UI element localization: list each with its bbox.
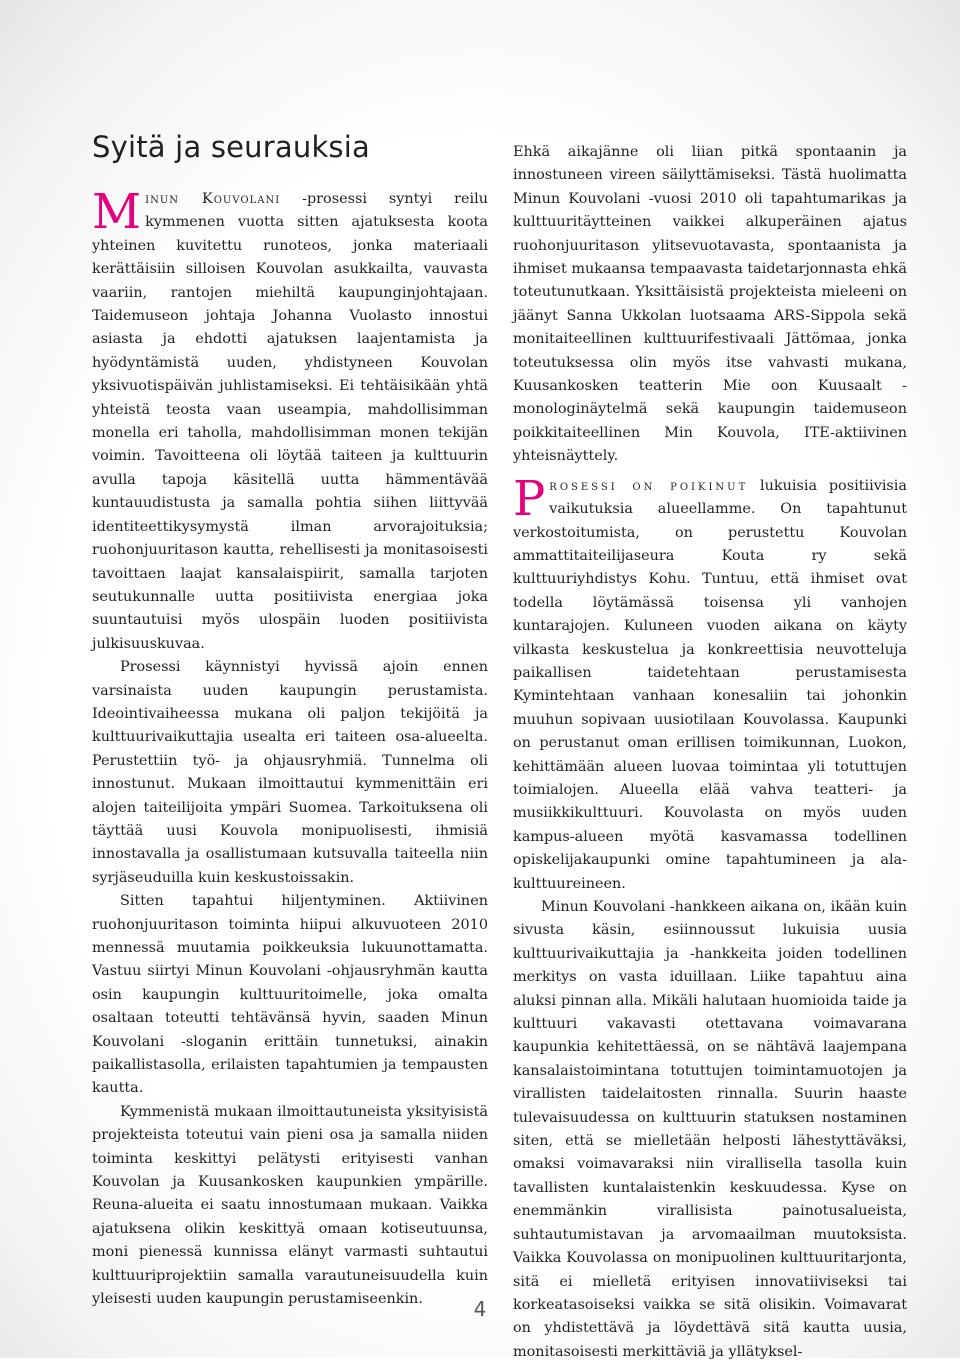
paragraph-6 <box>513 470 907 896</box>
page-number: 4 <box>473 1297 487 1321</box>
paragraph-3: Sitten tapahtui hiljentyminen. Aktiivinen ruohonjuuritason toiminta hiipui alkuvuoteen 2010 mennessä muutamia poikkeuksia lukuunottamatta. Vastuu siirtyi Minun Kouvolani -ohjausryhmän kautta osin kaupungin kulttuuritoimelle, joka omalta osaltaan toteutti tehtävänsä hyvin, saaden Minun Kouvolani -sloganin erittäin tunnetuksi, ainakin paikallistasolla, erilaisten tapahtumien ja tempausten kautta. <box>92 893 488 1097</box>
page-title: Syitä ja seurauksia <box>92 130 370 164</box>
paragraph-4: Kymmenistä mukaan ilmoittautuneista yksityisistä projekteista toteutui vain pieni osa ja samalla niiden toiminta keskittyi pelätysti erityisesti vanhan Kouvolan ja Kuusankosken kaupunkien ympärille. Reuna-alueita ei saatu innostumaan mukaan. Vaikka ajatuksena olikin keskittyä omaan kotiseutuunsa, moni pienessä kunnissa elänyt varmasti suhtautui kulttuuriprojektiin samalla varautuneisuudella kuin yleisesti uuden kaupungin perustamiseenkin. <box>92 1103 488 1308</box>
paragraph-7: Minun Kouvolani -hankkeen aikana on, ikään kuin sivusta käsin, esiinnoussut lukuisia uusia kulttuurivaikuttajia ja -hankkeita joiden todellinen merkitys on vasta iduillaan. Liike tapahtuu aina aluksi pinnan alla. Mikäli halutaan huomioida taide ja kulttuuri vakavasti otettavana voimavarana kaupunkia kehitettäessä, on se nähtävä laajempana kansalaistoimintana totuttujen toimintamuotojen ja virallisten taidelaitosten rinnalla. Suurin haaste tulevaisuudessa on kulttuurin statuksen nostaminen siten, että se mielletään helposti lähestyttäväksi, omaksi voimavaraksi niin virallisella tasolla kuin tavallisten kuntalaistenkin keskuudessa. Kyse on enemmänkin virallisista painotusalueista, suhtautumistavan ja arvomaailman muutoksista. Vaikka Kouvolassa on monipuolinen kulttuuritarjonta, sitä ei mielletä erityisen innovatiiviseksi tai korkeatasoiseksi vaikka se sitä olisikin. Voimavarat on yhdistettävä ja löydettävä sitä kautta uusia, monitasoisesti merkittäviä ja yllätyksel- <box>513 899 907 1360</box>
paragraph-6-text: lukuisia positiivisia vaikutuksia alueellamme. On tapahtunut verkostoitumista, on perustettu Kouvolan ammattitaiteilijaseura Kouta ry sekä kulttuuriyhdistys Kohu. Tuntuu, että ihmiset ovat todella löytämässä toisensa yli vanhojen kuntarajojen. Kuluneen vuoden aikana on käyty vilkasta keskustelua ja konkreettisia neuvotteluja paikallisen taidetehtaan perustamisesta Kymintehtaan vanhaan konesaliin tai johonkin muuhun sopivaan uusiotilaan Kouvolassa. Kaupunki on perustanut oman erillisen toimikunnan, Luokon, kehittämään alueen luovaa toimintaa yli totuttujen toimialojen. Alueella elää vahva teatteri- ja musiikkikulttuuri. Kouvolasta on myös uuden kampus-alueen myötä kasvamassa todellinen opiskelijakaupunki omine tapahtumineen ja ala-kulttuureineen. <box>513 477 907 892</box>
paragraph-1 <box>92 184 488 656</box>
right-column <box>513 141 907 1364</box>
left-column <box>92 184 488 1312</box>
lead-in-smallcaps-2: rosessi on poikinut <box>549 477 749 494</box>
dropcap-m: M <box>92 184 142 240</box>
lead-in-smallcaps: inun Kouvolani <box>145 191 281 207</box>
paragraph-1-text: -prosessi syntyi reilu kymmenen vuotta sitten ajatuksesta koota yhteinen kuvitettu runoteos, jonka materiaali kerättäisiin silloisen Kouvolan asukkailta, vauvasta vaariin, rantojen miehiltä kaupunginjohtajaan. Taidemuseon johtaja Johanna Vuolasto innostui asiasta ja ehdotti ajatuksen laajentamista ja hyödyntämistä uuden, yhdistyneen Kouvolan yksivuotispäivän juhlistamiseksi. Ei tehtäisikään yhtä yhteistä teosta vaan useampia, mahdollisimman monella eri taholla, mahdollisimman monen tekijän voimin. Tavoitteena oli löytää taiteen ja kulttuurin avulla tapoja käsitellä uutta hämmentävää kuntauudistusta ja samalla pohtia siihen liittyvää identiteettikysymystä ilman arvorajoituksia; ruohonjuuritason kautta, rehellisesti ja monitasoisesti tavoittaen laajat kansalaispiirit, samalla tarjoten seutukunnalle uutta positiivista energiaa joka suuntautuisi myös ulospäin luoden positiivista julkisuuskuvaa. <box>92 191 488 652</box>
paragraph-5: Ehkä aikajänne oli liian pitkä spontaanin ja innostuneen vireen säilyttämiseksi. Tästä huolimatta Minun Kouvolani -vuosi 2010 oli tapahtumarikas ja kulttuuritäytteinen vaikkei alkuperäinen ajatus ruohonjuuritason ylitsevuotavasta, spontaanista ja ihmiset mukaansa tempaavasta taidetarjonnasta ehkä toteutunutkaan. Yksittäisistä projekteista mieleeni on jäänyt Sanna Ukkolan luotsaama ARS-Sippola sekä monitaiteellinen kulttuurifestivaali Jättömaa, jonka toteutuksessa olin myös itse vahvasti mukana, Kuusankosken teatterin Mie oon Kuusaalt -monologinäytelmä sekä kaupungin taidemuseon poikkitaiteellinen Min Kouvola, ITE-aktiivinen yhteisnäyttely. <box>513 144 907 465</box>
paragraph-2: Prosessi käynnistyi hyvissä ajoin ennen varsinaista uuden kaupungin perustamista. Ideointivaiheessa mukana oli paljon tekijöitä ja kulttuurivaikuttajia usealta eri taiteen osa-alueelta. Perustettiin työ- ja ohjausryhmiä. Tunnelma oli innostunut. Mukaan ilmoittautui kymmenittäin eri alojen taiteilijoita ympäri Suomea. Tarkoituksena oli täyttää uusi Kouvola monipuolisesti, ihmisiä innostavalla ja osallistumaan kutsuvalla taiteella niin syrjäseuduilla kuin keskustoissakin. <box>92 659 488 886</box>
dropcap-p: P <box>513 470 546 527</box>
